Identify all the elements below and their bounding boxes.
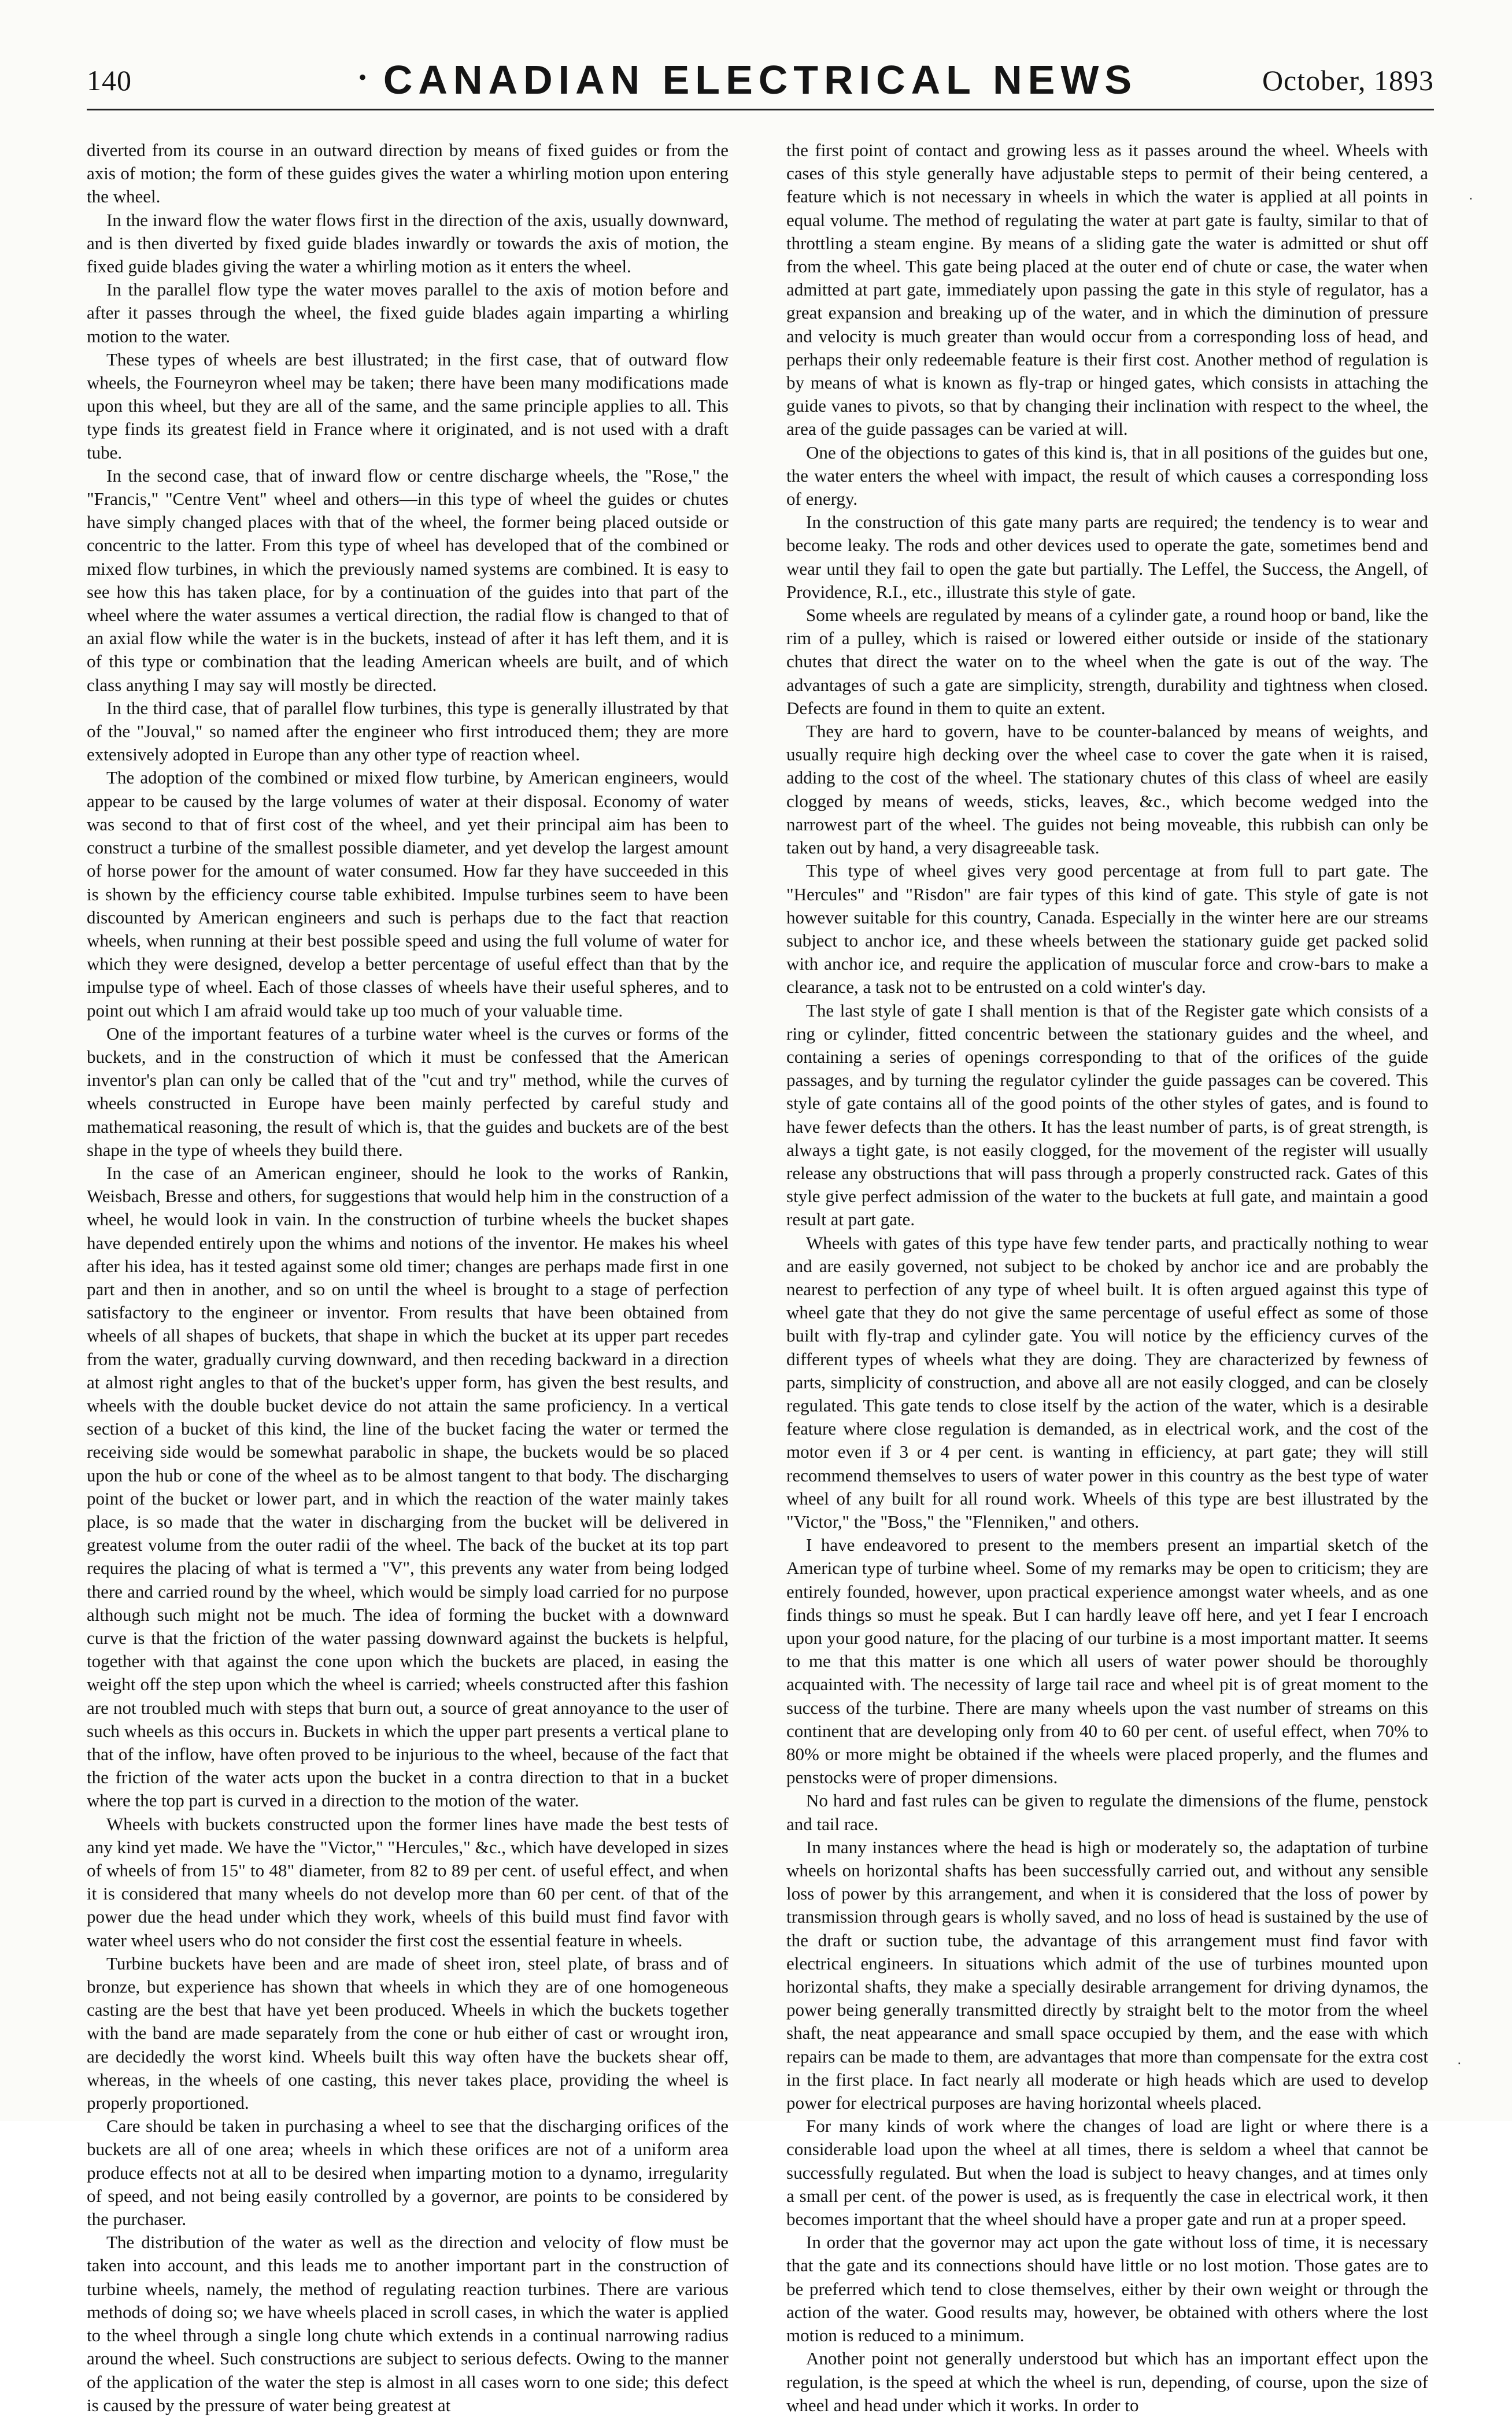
page-header [87, 53, 1434, 117]
left-column [87, 139, 729, 2415]
paragraph: Turbine buckets have been and are made of sheet iron, steel plate, of brass and of bronze, but experience has shown that wheels in which they are of one homogeneous casting are the best that have yet been produced. Wheels in which the buckets together with the band are made separately from the cone or hub either of cast or wrought iron, are decidedly the worst kind. Wheels built this way often have the buckets shear off, whereas, in the wheels of one casting, this never takes place, providing the wheel is properly proportioned. [87, 1953, 729, 2113]
paragraph: In the parallel flow type the water moves parallel to the axis of motion before and after it passes through the wheel, the fixed guide blades again imparting a whirling motion to the water. [87, 279, 729, 346]
paragraph: The distribution of the water as well as the direction and velocity of flow must be taken into account, and this leads me to another important part in the construction of turbine wheels, namely, the method of regulating reaction turbines. There are various methods of doing so; we have wheels placed in scroll cases, in which the water is applied to the wheel through a single long chute which extends in a continual narrowing radius around the wheel. Such constructions are subject to serious defects. Owing to the manner of the application of the water the step is almost in all cases worn to one side; this defect is caused by the pressure of water being greatest at [87, 2232, 729, 2415]
scan-speck: · [1469, 191, 1473, 207]
issue-date: October, 1893 [1262, 64, 1434, 97]
paragraph: For many kinds of work where the changes of load are light or where there is a considerable load upon the wheel at all times, there is seldom a wheel that cannot be successfully regulated. But when the load is subject to heavy changes, and at times only a small per cent. of the power is used, as is frequently the case in electrical work, it then becomes important that the wheel should have a proper gate and run at a proper speed. [786, 2116, 1428, 2230]
paragraph: The adoption of the combined or mixed flow turbine, by American engineers, would appear to be caused by the large volumes of water at their disposal. Economy of water was second to that of first cost of the wheel, and yet their principal aim has been to construct a turbine of the smallest possible diameter, and yet develop the largest amount of horse power for the amount of water consumed. How far they have succeeded in this is shown by the efficiency course table exhibited. Impulse turbines seem to have been discounted by American engineers and such is perhaps due to the fact that reaction wheels, when running at their best possible speed and using the full volume of water for which they were designed, develop a better percentage of useful effect than that by the impulse type of wheel. Each of those classes of wheels have their useful spheres, and to point out which I am afraid would take up too much of your valuable time. [87, 767, 729, 1021]
paragraph: One of the important features of a turbine water wheel is the curves or forms of the buckets, and in the construction of which it must be confessed that the American inventor's plan can only be called that of the "cut and try" method, while the curves of wheels constructed in Europe have been mainly perfected by careful study and mathematical reasoning, the result of which is, that the guides and buckets are of the best shape in the type of wheels they build there. [87, 1023, 729, 1160]
paragraph: This type of wheel gives very good percentage at from full to part gate. The "Hercules" and "Risdon" are fair types of this kind of gate. This style of gate is not however suitable for this country, Canada. Especially in the winter here are our streams subject to anchor ice, and these wheels between the stationary guide get packed solid with anchor ice, and require the application of muscular force and crow-bars to make a clearance, a task not to be entrusted on a cold winter's day. [786, 860, 1428, 997]
page-number: 140 [87, 64, 132, 97]
paragraph: They are hard to govern, have to be counter-balanced by means of weights, and usually require high decking over the wheel case to cover the gate when it is raised, adding to the cost of the wheel. The stationary chutes of this class of wheel are easily clogged by means of weeds, sticks, leaves, &c., which become wedged into the narrowest part of the wheel. The guides not being moveable, this rubbish can only be taken out by hand, a very disagreeable task. [786, 721, 1428, 858]
paragraph: In many instances where the head is high or moderately so, the adaptation of turbine wheels on horizontal shafts has been successfully carried out, and without any sensible loss of power by this arrangement, and when it is considered that the loss of power by transmission through gears is wholly saved, and no loss of head is sustained by the use of the draft or suction tube, the advantage of this arrangement must find favor with electrical engineers. In situations which admit of the use of turbines mounted upon horizontal shafts, they make a specially desirable arrangement for driving dynamos, the power being generally transmitted directly by straight belt to the motor from the wheel shaft, the neat appearance and small space occupied by them, and the ease with which repairs can be made to them, are advantages that more than compensate for the extra cost in the first place. In fact nearly all moderate or high heads which are used to develop power for electrical purposes are having horizontal wheels placed. [786, 1836, 1428, 2113]
paragraph: These types of wheels are best illustrated; in the first case, that of outward flow wheels, the Fourneyron wheel may be taken; there have been many modifications made upon this wheel, but they are all of the same, and the same principle applies to all. This type finds its greatest field in France where it originated, and is not used with a draft tube. [87, 349, 729, 463]
paragraph: Wheels with buckets constructed upon the former lines have made the best tests of any kind yet made. We have the "Victor," "Hercules," &c., which have developed in sizes of wheels of from 15" to 48" diameter, from 82 to 89 per cent. of useful effect, and when it is considered that many wheels do not develop more than 60 per cent. of that of the power due the head under which they work, wheels of this build must find favor with water wheel users who do not consider the first cost the essential feature in wheels. [87, 1813, 729, 1950]
paragraph: I have endeavored to present to the members present an impartial sketch of the American type of turbine wheel. Some of my remarks may be open to criticism; they are entirely founded, however, upon practical experience amongst water wheels, and as one finds things so must he speak. But I can hardly leave off here, and yet I fear I encroach upon your good nature, for the placing of our turbine is a most important matter. It seems to me that this matter is one which all users of water power should be thoroughly acquainted with. The necessity of large tail race and wheel pit is of great moment to the success of the turbine. There are many wheels upon the vast number of streams on this continent that are developing only from 40 to 60 per cent. of useful effect, when 70% to 80% or more might be obtained if the wheels were placed properly, and the flumes and penstocks were of proper dimensions. [786, 1535, 1428, 1788]
paragraph: Some wheels are regulated by means of a cylinder gate, a round hoop or band, like the rim of a pulley, which is raised or lowered either outside or inside of the stationary chutes that direct the water on to the wheel when the gate is out of the way. The advantages of such a gate are simplicity, strength, durability and tightness when closed. Defects are found in them to quite an extent. [786, 605, 1428, 718]
paragraph: In order that the governor may act upon the gate without loss of time, it is necessary that the gate and its connections should have little or no lost motion. Those gates are to be preferred which tend to close themselves, either by their own weight or through the action of the water. Good results may, however, be obtained with others where the lost motion is reduced to a minimum. [786, 2232, 1428, 2346]
paragraph: diverted from its course in an outward direction by means of fixed guides or from the axis of motion; the form of these guides gives the water a whirling motion upon entering the wheel. [87, 140, 729, 207]
paragraph: In the second case, that of inward flow or centre discharge wheels, the "Rose," the "Francis," "Centre Vent" wheel and others—in this type of wheel the guides or chutes have simply changed places with that of the wheel, the former being placed outside or concentric to the latter. From this type of wheel has developed that of the combined or mixed flow turbines, in which the previously named systems are combined. It is easy to see how this has taken place, for by a continuation of the guides into that part of the wheel where the water assumes a vertical direction, the radial flow is changed to that of an axial flow while the water is in the buckets, instead of after it has left them, and it is of this type or combination that the leading American wheels are built, and of which class anything I may say will mostly be directed. [87, 465, 729, 695]
header-separator: • [358, 64, 367, 90]
paragraph: In the construction of this gate many parts are required; the tendency is to wear and become leaky. The rods and other devices used to operate the gate, sometimes bend and wear until they fail to open the gate but partially. The Leffel, the Success, the Angell, of Providence, R.I., etc., illustrate this style of gate. [786, 512, 1428, 602]
paragraph: In the third case, that of parallel flow turbines, this type is generally illustrated by that of the "Jouval," so named after the engineer who first introduced them; they are more extensively adopted in Europe than any other type of reaction wheel. [87, 697, 729, 765]
paragraph: In the case of an American engineer, should he look to the works of Rankin, Weisbach, Bresse and others, for suggestions that would help him in the construction of a wheel, he would look in vain. In the construction of turbine wheels the bucket shapes have depended entirely upon the whims and notions of the inventor. He makes his wheel after his idea, has it tested against some old timer; changes are perhaps made first in one part and then in another, and so on until the wheel is brought to a stage of perfection satisfactory to the engineer or inventor. From results that have been obtained from wheels of all shapes of buckets, that shape in which the bucket at its upper part recedes from the water, gradually curving downward, and then receding backward in a direction at almost right angles to that of the bucket's upper form, has given the best results, and wheels with the double bucket device do not attain the same proficiency. In a vertical section of a bucket of this kind, the line of the bucket facing the water or termed the receiving side would be somewhat parabolic in shape, the buckets would be so placed upon the hub or cone of the wheel as to be almost tangent to that body. The discharging point of the bucket or lower part, and in which the reaction of the water mainly takes place, is so made that the water in discharging from the bucket will be delivered in greatest volume from the outer radii of the wheel. The back of the bucket at its top part requires the placing of what is termed a "V", this prevents any water from being lodged there and carried round by the wheel, which would be simply load carried for no purpose although such might not be much. The idea of forming the bucket with a downward curve is that the friction of the water passing downward against the buckets is helpful, together with that against the cone upon which the buckets are placed, in easing the weight off the step upon which the wheel is carried; wheels constructed after this fashion are not troubled much with steps that burn out, a source of great annoyance to the user of such wheels as this occurs in. Buckets in which the upper part presents a vertical plane to that of the inflow, have often proved to be injurious to the wheel, because of the fact that the friction of the water acts upon the bucket in a contra direction to that in a bucket where the top part is curved in a direction to the motion of the water. [87, 1162, 729, 1811]
paragraph: No hard and fast rules can be given to regulate the dimensions of the flume, penstock and tail race. [786, 1790, 1428, 1834]
paragraph: Wheels with gates of this type have few tender parts, and practically nothing to wear and are easily governed, not subject to be choked by anchor ice and are probably the nearest to perfection of any type of wheel built. It is often argued against this type of wheel gate that they do not give the same percentage of useful effect as some of those built with fly-trap and cylinder gate. You will notice by the efficiency curves of the different types of wheels what they are doing. They are characterized by fewness of parts, simplicity of construction, and above all are not easily clogged, and can be closely regulated. This gate tends to close itself by the action of the water, which is a desirable feature where close regulation is demanded, as in electrical work, and the cost of the motor even if 3 or 4 per cent. is wanting in efficiency, at part gate; they will still recommend themselves to users of water power in this country as the best type of water wheel of any built for all round work. Wheels of this type are best illustrated by the "Victor," the "Boss," the "Flenniken," and others. [786, 1232, 1428, 1532]
right-column [786, 139, 1428, 2415]
masthead-title: CANADIAN ELECTRICAL NEWS [383, 57, 1138, 102]
paragraph: The last style of gate I shall mention is that of the Register gate which consists of a ring or cylinder, fitted concentric between the stationary guides and the wheel, and containing a series of openings corresponding to that of the orifices of the guide passages, and by turning the regulator cylinder the guide passages can be covered. This style of gate contains all of the good points of the other styles of gates, and is found to have fewer defects than the others. It has the least number of parts, is of great strength, is always a tight gate, is not easily clogged, for the movement of the register will usually release any obstructions that will pass through a properly constructed rack. Gates of this style give perfect admission of the water to the buckets at full gate, and maintain a good result at part gate. [786, 1000, 1428, 1230]
scan-speck: · [1457, 2056, 1462, 2072]
paragraph: the first point of contact and growing less as it passes around the wheel. Wheels with cases of this style generally have adjustable steps to permit of their being centered, a feature which is not necessary in wheels in which the water is applied at all points in equal volume. The method of regulating the water at part gate is faulty, similar to that of throttling a steam engine. By means of a sliding gate the water is admitted or shut off from the wheel. This gate being placed at the outer end of chute or case, the water when admitted at part gate, immediately upon passing the gate in this style of regulator, has a great expansion and breaking up of the water, and in which the diminution of pressure and velocity is much greater than would occur from a corresponding loss of head, and perhaps their only redeemable feature is their first cost. Another method of regulation is by means of what is known as fly-trap or hinged gates, which consists in attaching the guide vanes to pivots, so that by changing their inclination with respect to the wheel, the area of the guide passages can be varied at will. [786, 140, 1428, 439]
paragraph: Care should be taken in purchasing a wheel to see that the discharging orifices of the buckets are all of one area; wheels in which these orifices are not of a uniform area produce effects not at all to be desired when imparting motion to a dynamo, irregularity of speed, and not being easily controlled by a governor, are points to be considered by the purchaser. [87, 2116, 729, 2230]
header-rule [87, 109, 1434, 110]
paragraph: One of the objections to gates of this kind is, that in all positions of the guides but one, the water enters the wheel with impact, the result of which causes a corresponding loss of energy. [786, 442, 1428, 509]
paragraph: In the inward flow the water flows first in the direction of the axis, usually downward, and is then diverted by fixed guide blades inwardly or towards the axis of motion, the fixed guide blades giving the water a whirling motion as it enters the wheel. [87, 209, 729, 277]
paragraph: Another point not generally understood but which has an important effect upon the regulation, is the speed at which the wheel is run, depending, of course, upon the size of wheel and head under which it works. In order to [786, 2348, 1428, 2415]
